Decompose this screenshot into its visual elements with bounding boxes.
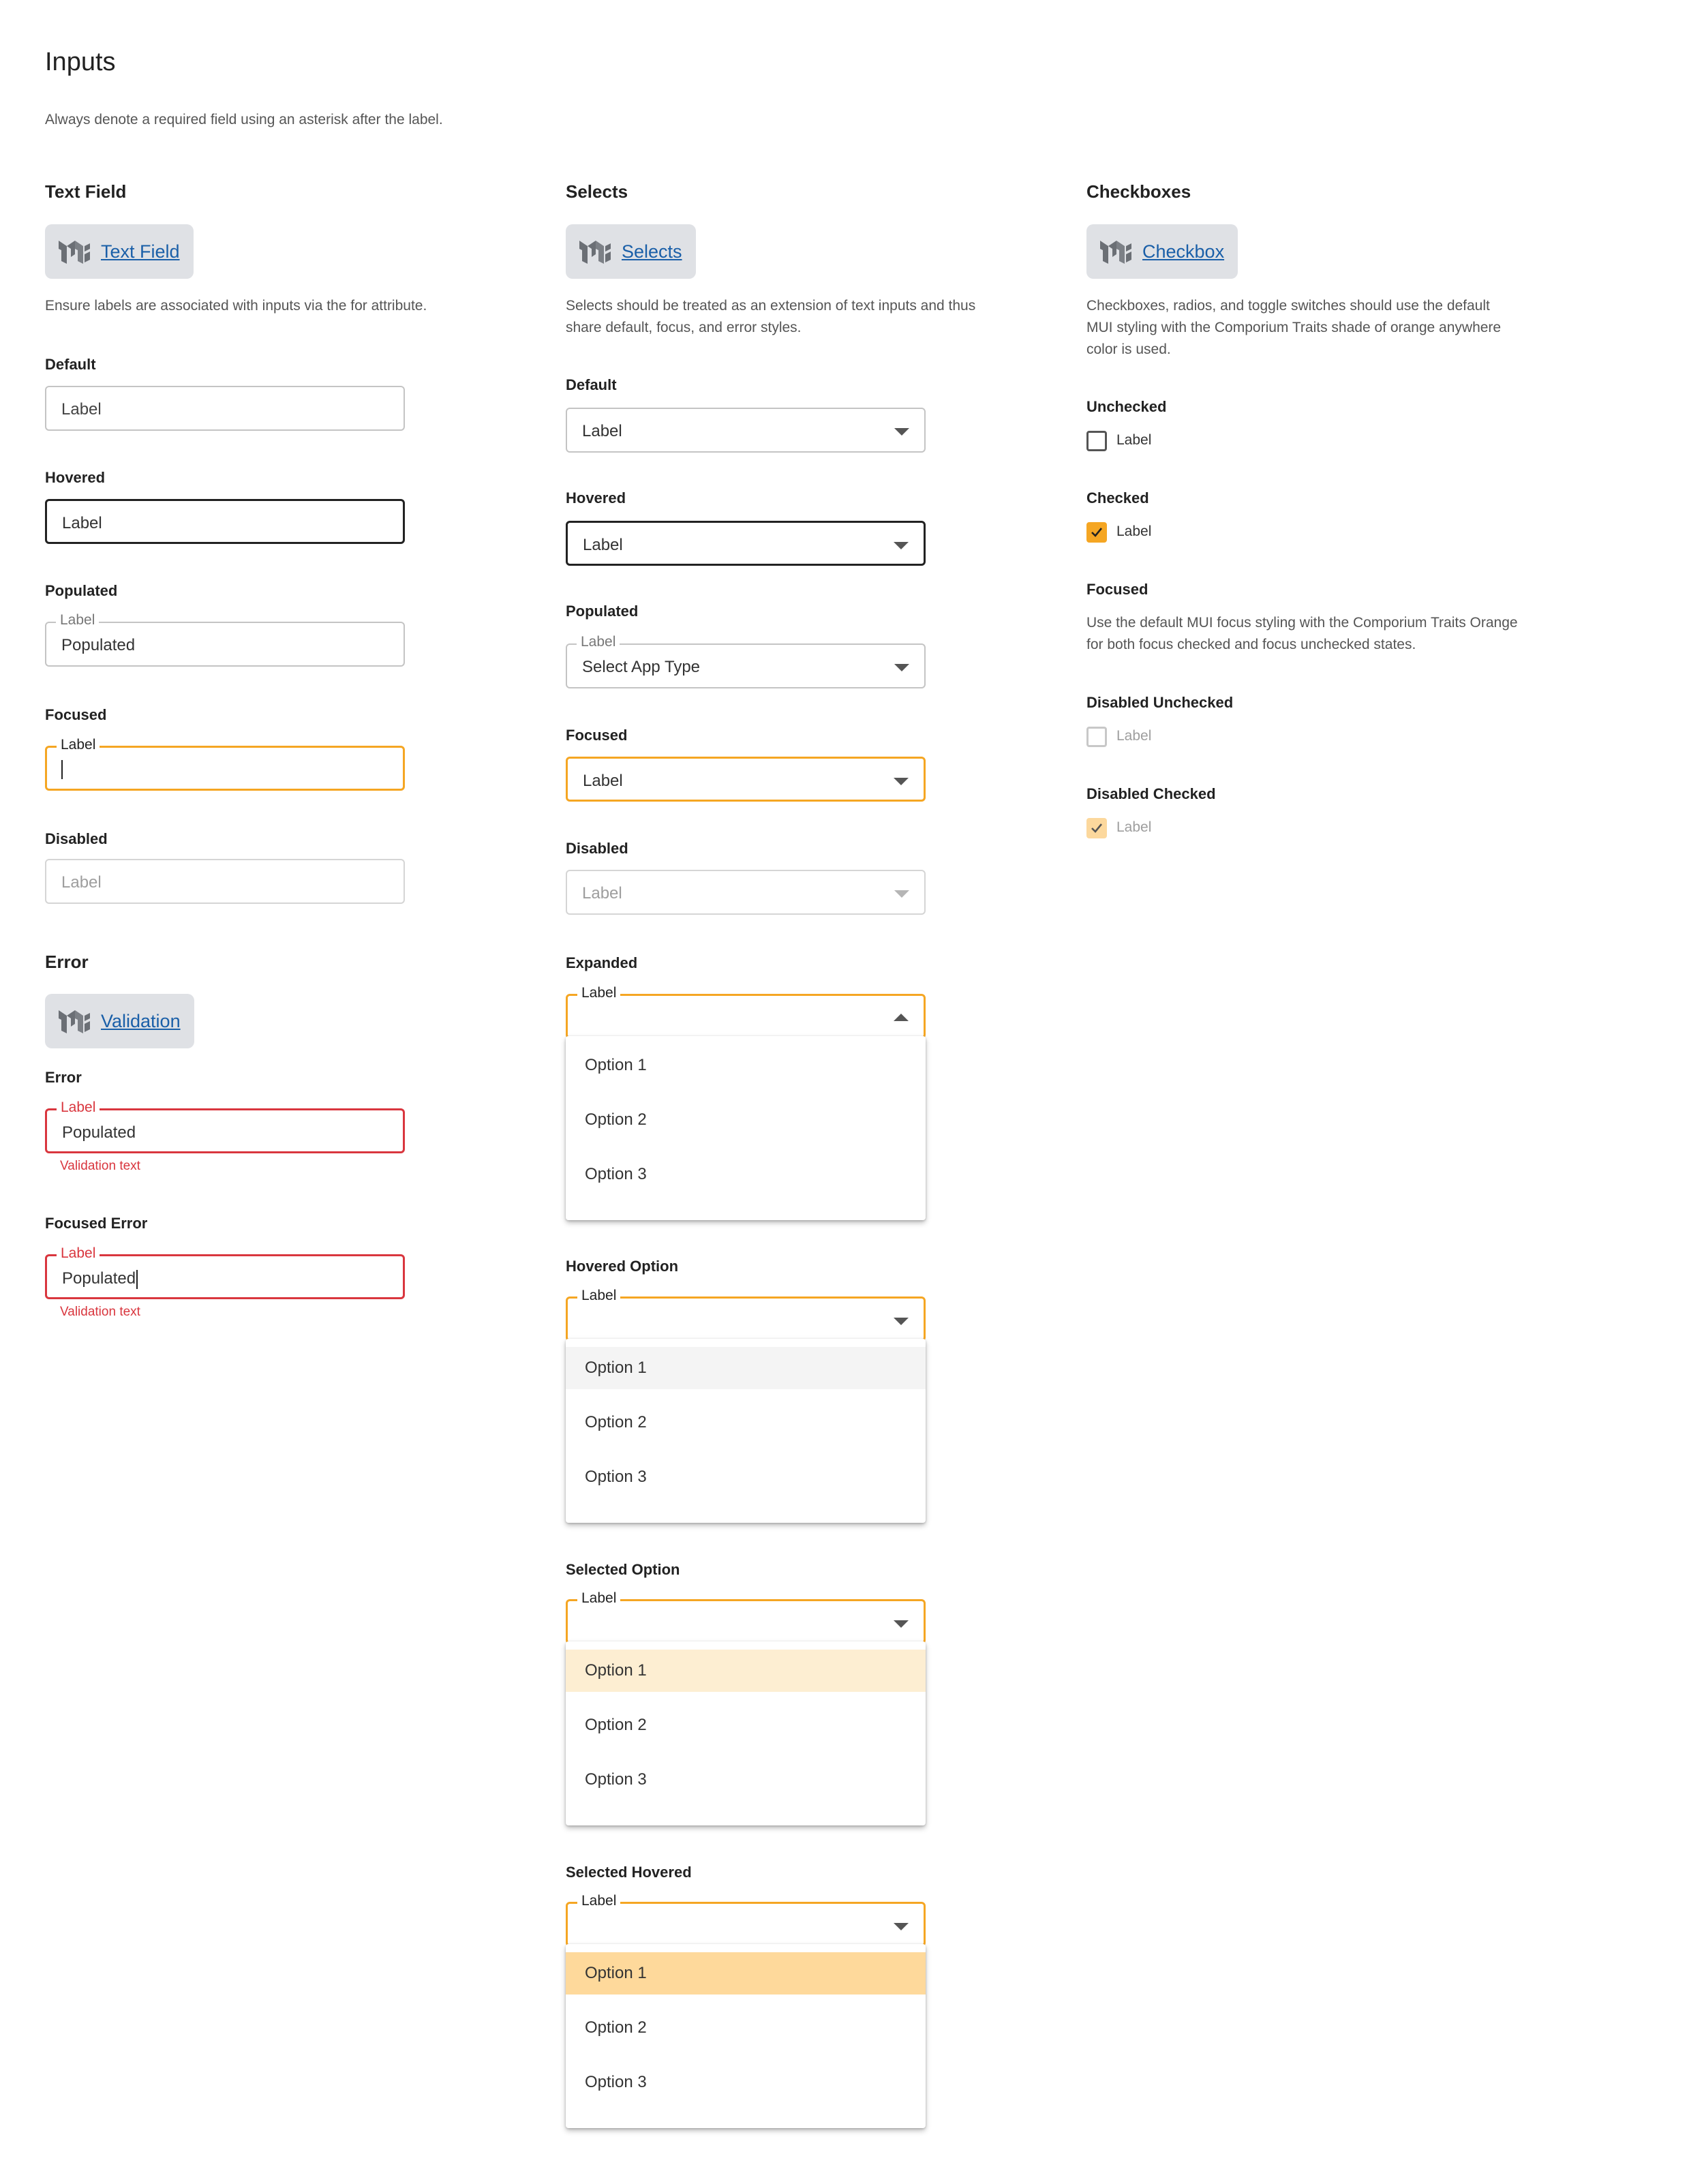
cb-unchecked-title: Unchecked <box>1086 398 1167 415</box>
sel-hovered-select[interactable] <box>566 521 926 566</box>
page-description: Always denote a required field using an asterisk after the label. <box>45 112 443 127</box>
chevron-down-icon <box>894 1923 909 1930</box>
error-label: Label <box>57 1099 100 1116</box>
tf-populated-label: Label <box>56 612 99 628</box>
tf-focused-label: Label <box>57 737 100 753</box>
chevron-down-icon <box>894 1318 909 1325</box>
sel-expanded-select[interactable] <box>566 985 926 1039</box>
sel-hovered-option-menu <box>566 1339 926 1523</box>
menu-option[interactable]: Option 3 <box>585 2073 647 2091</box>
sel-expanded-label: Label <box>577 985 620 1001</box>
tf-hovered-title: Hovered <box>45 469 106 486</box>
sel-populated-select[interactable] <box>566 634 926 688</box>
chevron-down-icon <box>894 778 909 785</box>
tf-default-title: Default <box>45 356 96 373</box>
sel-selected-hovered-title: Selected Hovered <box>566 1864 692 1881</box>
menu-option-hovered[interactable]: Option 1 <box>566 1347 926 1389</box>
sel-selected-hovered-select[interactable] <box>566 1893 926 1947</box>
cb-disabled-unchecked-title: Disabled Unchecked <box>1086 694 1234 711</box>
sel-disabled-title: Disabled <box>566 840 628 857</box>
checkmark-icon <box>1090 821 1104 835</box>
selects-help: Selects should be treated as an extension of text inputs and thus share default, focus, and error styles. <box>566 298 976 335</box>
error-validation-text: Validation text <box>60 1159 140 1173</box>
tf-disabled-title: Disabled <box>45 830 108 847</box>
chevron-down-icon <box>894 542 909 549</box>
sel-hovered-option-title: Hovered Option <box>566 1258 679 1275</box>
selects-doc-link[interactable] <box>566 224 696 279</box>
cb-unchecked-label: Label <box>1116 432 1152 448</box>
validation-doc-link-label[interactable]: Validation <box>101 1010 181 1031</box>
sel-selected-hovered-menu <box>566 1944 926 2128</box>
sel-default-select[interactable] <box>566 408 926 453</box>
menu-option-selected-hovered[interactable]: Option 1 <box>566 1952 926 1995</box>
error-title: Error <box>45 1069 82 1086</box>
menu-option[interactable]: Option 3 <box>585 1770 647 1789</box>
menu-option[interactable]: Option 3 <box>585 1165 647 1183</box>
tf-disabled-input <box>45 859 405 904</box>
validation-doc-link[interactable] <box>45 994 194 1048</box>
menu-option[interactable]: Option 2 <box>585 1716 647 1734</box>
tf-populated-input[interactable] <box>45 612 405 667</box>
checkbox-disabled-checked <box>1086 818 1107 838</box>
focused-error-value: Populated <box>62 1269 138 1289</box>
menu-option[interactable]: Option 3 <box>585 1468 647 1486</box>
tf-default-input[interactable] <box>45 386 405 431</box>
menu-option[interactable]: Option 2 <box>585 2018 647 2037</box>
cb-disabled-checked-title: Disabled Checked <box>1086 785 1216 802</box>
error-input[interactable] <box>45 1099 405 1153</box>
error-value: Populated <box>62 1123 136 1142</box>
sel-hovered-placeholder: Label <box>583 536 623 554</box>
tf-focused-title: Focused <box>45 706 107 723</box>
sel-populated-title: Populated <box>566 603 639 620</box>
focused-error-label: Label <box>57 1245 100 1262</box>
sel-focused-placeholder: Label <box>583 772 623 790</box>
tf-disabled-placeholder: Label <box>61 873 102 892</box>
cb-focused-help: Use the default MUI focus styling with the Comporium Traits Orange for both focus checked and focus unchecked states. <box>1086 615 1518 652</box>
tf-default-placeholder: Label <box>61 400 102 419</box>
sel-selected-option-title: Selected Option <box>566 1561 680 1578</box>
tf-populated-value: Populated <box>61 636 136 654</box>
tf-hovered-input[interactable] <box>45 499 405 544</box>
checkbox-doc-link-label[interactable]: Checkbox <box>1142 241 1225 262</box>
sel-disabled-select <box>566 870 926 915</box>
cb-disabled-checked-label: Label <box>1116 819 1152 835</box>
tf-hovered-placeholder: Label <box>62 514 102 532</box>
sel-hovered-option-select[interactable] <box>566 1288 926 1341</box>
focused-error-validation-text: Validation text <box>60 1305 140 1319</box>
checkbox-unchecked[interactable] <box>1086 431 1107 451</box>
error-heading: Error <box>45 952 89 972</box>
selects-doc-link-label[interactable]: Selects <box>622 241 682 262</box>
text-cursor <box>61 760 63 779</box>
checkboxes-heading: Checkboxes <box>1086 181 1191 202</box>
menu-option[interactable]: Option 1 <box>585 1056 647 1074</box>
selects-heading: Selects <box>566 181 628 202</box>
focused-error-input[interactable] <box>45 1245 405 1299</box>
chevron-down-icon <box>894 1620 909 1628</box>
sel-selected-hovered-label: Label <box>577 1893 620 1909</box>
chevron-down-icon <box>894 890 909 898</box>
mui-logo-icon <box>578 237 613 267</box>
sel-disabled-placeholder: Label <box>582 884 622 903</box>
chevron-down-icon <box>894 428 909 436</box>
text-field-heading: Text Field <box>45 181 127 202</box>
page-title: Inputs <box>45 48 116 76</box>
tf-focused-input[interactable] <box>45 737 405 791</box>
sel-default-title: Default <box>566 376 617 393</box>
sel-expanded-title: Expanded <box>566 954 638 971</box>
text-field-help: Ensure labels are associated with inputs via the for attribute. <box>45 298 427 314</box>
sel-hovered-title: Hovered <box>566 489 626 506</box>
tf-populated-title: Populated <box>45 582 118 599</box>
cb-checked-title: Checked <box>1086 489 1149 506</box>
sel-selected-option-label: Label <box>577 1590 620 1607</box>
mui-logo-icon <box>57 1006 93 1036</box>
checkboxes-help: Checkboxes, radios, and toggle switches should use the default MUI styling with the Comporium Traits shade of orange anywhere color is used. <box>1086 298 1502 357</box>
text-field-doc-link-label[interactable]: Text Field <box>101 241 180 262</box>
focused-error-title: Focused Error <box>45 1215 148 1232</box>
cb-disabled-unchecked-label: Label <box>1116 728 1152 744</box>
menu-option[interactable]: Option 2 <box>585 1413 647 1431</box>
text-field-doc-link[interactable] <box>45 224 194 279</box>
sel-hovered-option-label: Label <box>577 1288 620 1304</box>
mui-logo-icon <box>57 237 93 267</box>
checkmark-icon <box>1090 526 1104 539</box>
sel-expanded-menu <box>566 1036 926 1220</box>
text-cursor <box>136 1270 138 1289</box>
chevron-up-icon <box>894 1014 909 1021</box>
sel-default-placeholder: Label <box>582 422 622 440</box>
checkbox-doc-link[interactable] <box>1086 224 1238 279</box>
mui-logo-icon <box>1099 237 1134 267</box>
checkbox-checked[interactable] <box>1086 522 1107 543</box>
checkbox-disabled-unchecked <box>1086 727 1107 747</box>
sel-selected-option-select[interactable] <box>566 1590 926 1644</box>
sel-focused-title: Focused <box>566 727 628 744</box>
sel-populated-value: Select App Type <box>582 658 701 676</box>
sel-populated-label: Label <box>577 634 620 650</box>
chevron-down-icon <box>894 664 909 671</box>
menu-option-selected[interactable]: Option 1 <box>566 1650 926 1692</box>
menu-option[interactable]: Option 2 <box>585 1110 647 1129</box>
sel-focused-select[interactable] <box>566 757 926 802</box>
sel-selected-option-menu <box>566 1641 926 1825</box>
cb-focused-title: Focused <box>1086 581 1148 598</box>
cb-checked-label: Label <box>1116 524 1152 539</box>
